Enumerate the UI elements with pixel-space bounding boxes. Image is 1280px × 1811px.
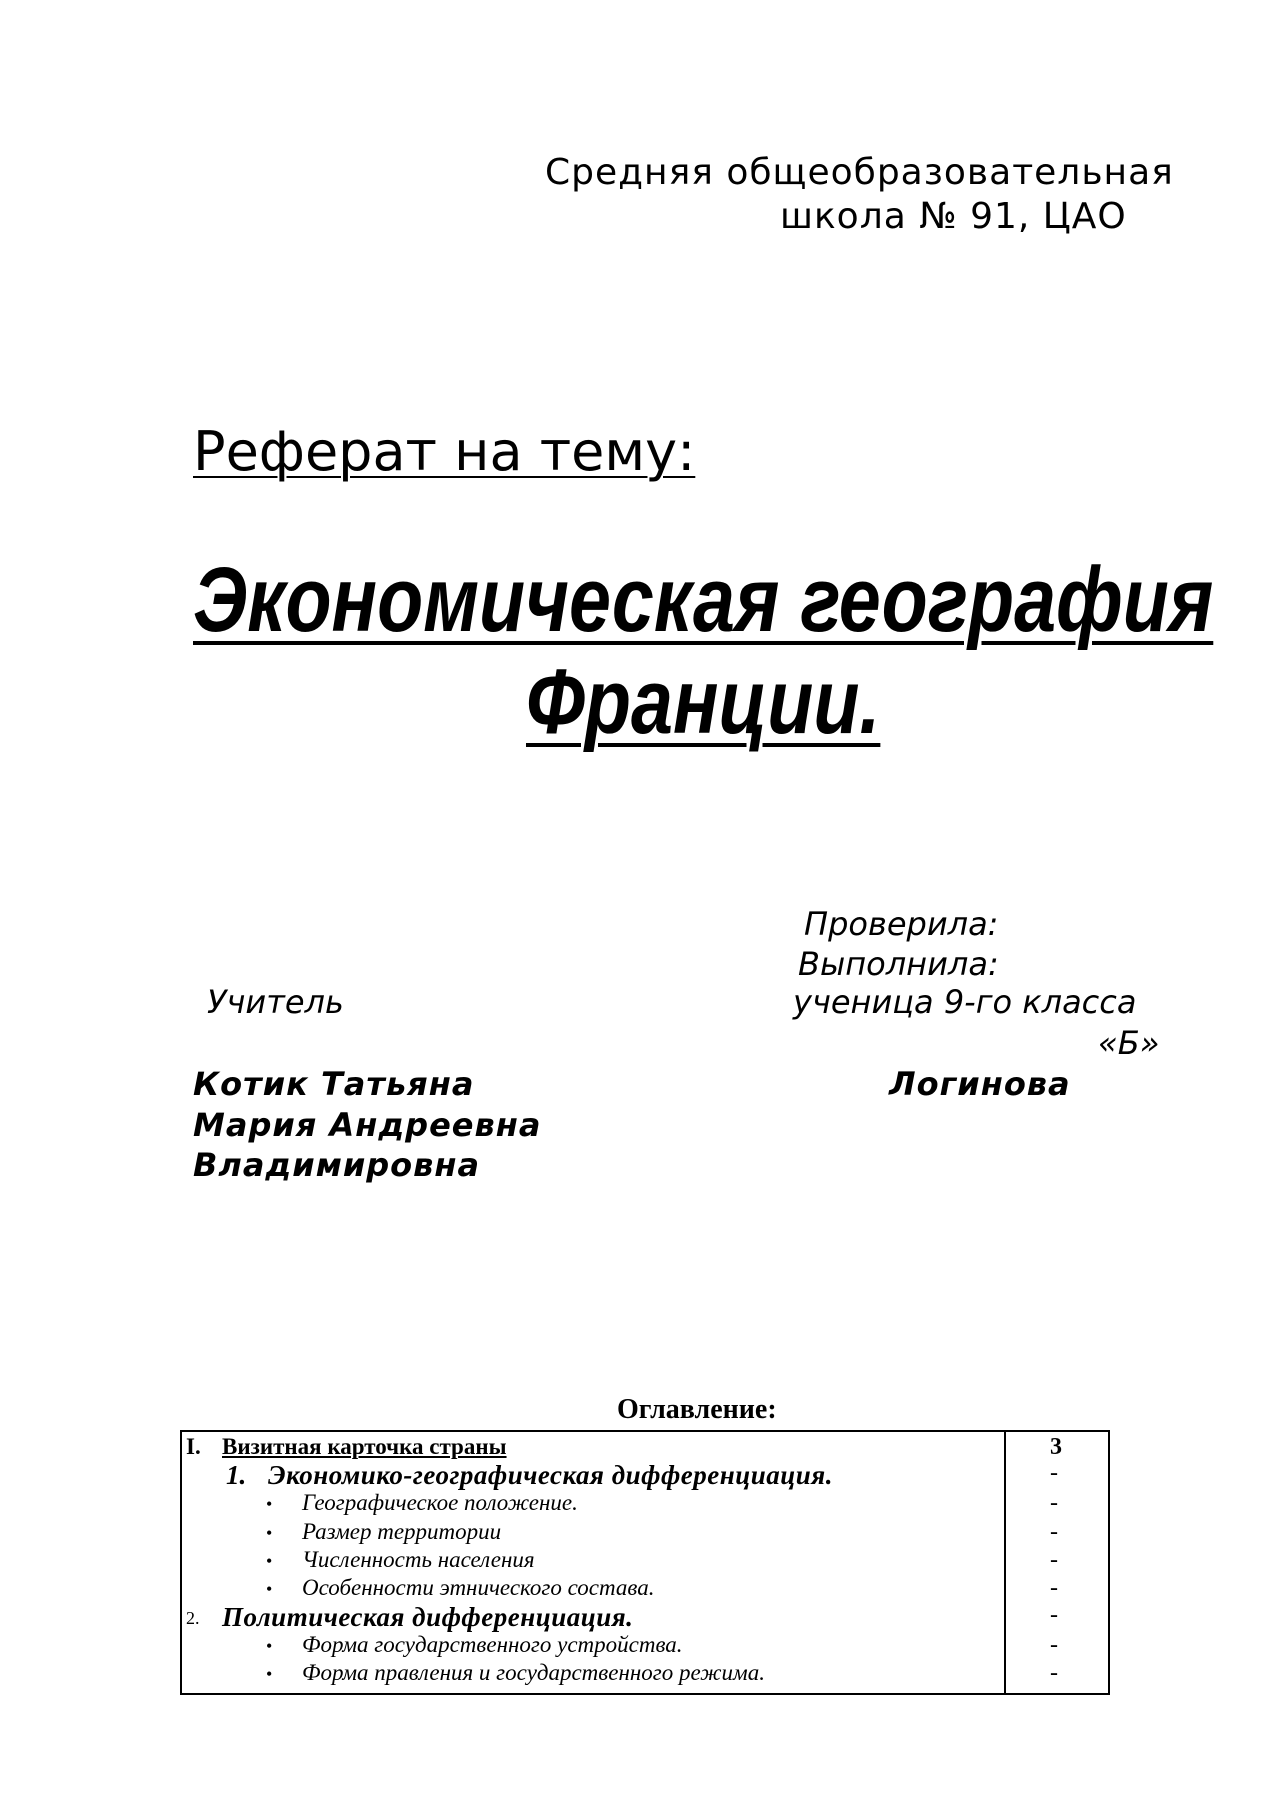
toc-row [182, 1460, 1112, 1488]
bullet-icon: • [266, 1579, 273, 1599]
toc-marker: 1. [226, 1460, 247, 1490]
student-class-letter: «Б» [1098, 1024, 1160, 1062]
toc-entry-text: Визитная карточка страны [222, 1434, 507, 1459]
toc-entry-text: Форма правления и государственного режима. [302, 1660, 765, 1685]
toc-row [182, 1575, 1112, 1603]
toc-entry-text: Географическое положение. [302, 1490, 578, 1515]
toc-entry-text: Экономико-географическая дифференциация. [268, 1460, 833, 1490]
toc-page-number: - [1050, 1632, 1058, 1658]
student-class: ученица 9-го класса [793, 983, 1137, 1021]
teacher-label: Учитель [207, 983, 344, 1021]
school-name-line2: школа № 91, ЦАО [780, 196, 1127, 237]
topic-label: Реферат на тему: [193, 420, 696, 483]
toc-marker: I. [186, 1434, 201, 1459]
done-by-label: Выполнила: [798, 945, 999, 983]
toc-page-number: - [1050, 1575, 1058, 1601]
toc-entry-text: Размер территории [302, 1519, 502, 1544]
bullet-icon: • [266, 1551, 273, 1571]
toc-table [180, 1430, 1110, 1695]
teacher-name-line1: Котик Татьяна [193, 1065, 475, 1103]
toc-heading: Оглавление: [617, 1394, 777, 1425]
teacher-name-line3: Владимировна [193, 1146, 481, 1184]
toc-row [182, 1660, 1112, 1688]
bullet-icon: • [266, 1636, 273, 1656]
bullet-icon: • [266, 1523, 273, 1543]
toc-row [182, 1632, 1112, 1660]
toc-entry-text: Политическая дифференциация. [222, 1602, 634, 1632]
school-name-line1: Средняя общеобразовательная [545, 152, 1174, 193]
report-title-line2: Франции. [526, 651, 881, 753]
toc-entry-text: Численность населения [302, 1547, 535, 1572]
toc-page-number: - [1050, 1519, 1058, 1545]
toc-row [182, 1519, 1112, 1547]
checked-by-label: Проверила: [804, 905, 999, 943]
student-surname: Логинова [889, 1065, 1071, 1103]
toc-page-number: - [1050, 1547, 1058, 1573]
toc-entry-text: Особенности этнического состава. [302, 1575, 655, 1600]
toc-row [182, 1547, 1112, 1575]
toc-row [182, 1602, 1112, 1630]
toc-page-number: - [1050, 1460, 1058, 1486]
report-title-line1: Экономическая география [193, 549, 1214, 651]
toc-page-number: - [1050, 1660, 1058, 1686]
toc-page-number: 3 [1050, 1434, 1062, 1460]
toc-marker: 2. [186, 1608, 200, 1628]
toc-page-number: - [1050, 1602, 1058, 1628]
toc-row [182, 1490, 1112, 1518]
bullet-icon: • [266, 1494, 273, 1514]
toc-entry-text: Форма государственного устройства. [302, 1632, 683, 1657]
toc-page-number: - [1050, 1490, 1058, 1516]
bullet-icon: • [266, 1664, 273, 1684]
teacher-name-line2: Мария Андреевна [193, 1106, 542, 1144]
toc-row [182, 1434, 1112, 1462]
